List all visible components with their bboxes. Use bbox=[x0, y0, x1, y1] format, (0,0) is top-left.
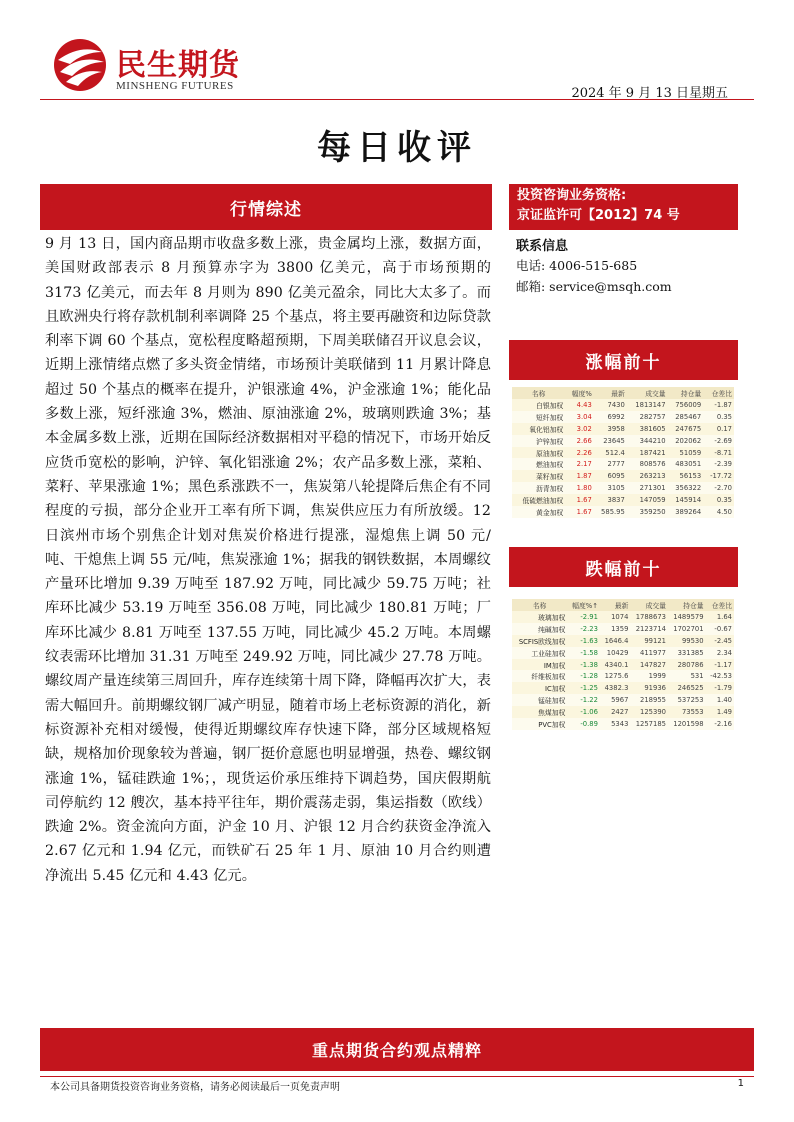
table-cell: -2.69 bbox=[703, 435, 734, 447]
table-cell: 1.87 bbox=[565, 470, 594, 482]
table-cell: 7430 bbox=[594, 399, 627, 411]
table-cell: 202062 bbox=[668, 435, 704, 447]
table-cell: -8.71 bbox=[703, 447, 734, 459]
table-cell: -2.23 bbox=[567, 623, 600, 635]
table-cell: 263213 bbox=[627, 470, 668, 482]
table-cell: -1.22 bbox=[567, 694, 600, 706]
table-cell: -2.16 bbox=[706, 718, 734, 730]
table-cell: 2427 bbox=[600, 706, 630, 718]
table-cell: -1.58 bbox=[567, 647, 600, 659]
table-row bbox=[512, 506, 734, 518]
qualification-box bbox=[509, 184, 738, 230]
table-cell: 2.26 bbox=[565, 447, 594, 459]
table-cell: -1.87 bbox=[703, 399, 734, 411]
header-divider bbox=[40, 99, 754, 100]
contract-name: 菜籽加权 bbox=[512, 470, 565, 482]
table-cell: -1.28 bbox=[567, 670, 600, 682]
contract-name: 短纤加权 bbox=[512, 411, 565, 423]
table-cell: 1813147 bbox=[627, 399, 668, 411]
table-cell: 56153 bbox=[668, 470, 704, 482]
table-cell: 5343 bbox=[600, 718, 630, 730]
table-cell: -1.25 bbox=[567, 682, 600, 694]
table-cell: 3837 bbox=[594, 494, 627, 506]
table-cell: 1275.6 bbox=[600, 670, 630, 682]
table-cell: -2.91 bbox=[567, 611, 600, 623]
table-cell: 1.64 bbox=[706, 611, 734, 623]
column-header: 仓差比 bbox=[703, 387, 734, 399]
table-cell: 99121 bbox=[630, 635, 668, 647]
contract-name: 沪锌加权 bbox=[512, 435, 565, 447]
table-row bbox=[512, 611, 734, 623]
table-cell: 125390 bbox=[630, 706, 668, 718]
table-cell: -2.45 bbox=[706, 635, 734, 647]
losers-header-row bbox=[512, 599, 734, 611]
table-cell: 381605 bbox=[627, 423, 668, 435]
minsheng-logo bbox=[50, 38, 110, 93]
table-cell: 1999 bbox=[630, 670, 668, 682]
table-cell: -1.63 bbox=[567, 635, 600, 647]
table-cell: -1.06 bbox=[567, 706, 600, 718]
table-cell: 483051 bbox=[668, 458, 704, 470]
page-title: 每日收评 bbox=[317, 128, 477, 168]
footer-divider bbox=[40, 1076, 754, 1077]
table-cell: 1646.4 bbox=[600, 635, 630, 647]
gainers-header-row bbox=[512, 387, 734, 399]
table-cell: 4340.1 bbox=[600, 659, 630, 671]
table-cell: 73553 bbox=[668, 706, 706, 718]
table-cell: 280786 bbox=[668, 659, 706, 671]
table-cell: 247675 bbox=[668, 423, 704, 435]
table-cell: 1.40 bbox=[706, 694, 734, 706]
table-cell: 1201598 bbox=[668, 718, 706, 730]
table-row bbox=[512, 682, 734, 694]
table-cell: 271301 bbox=[627, 482, 668, 494]
table-cell: 2.66 bbox=[565, 435, 594, 447]
qualification-line-1: 投资咨询业务资格: bbox=[517, 188, 627, 203]
contract-name: IC加权 bbox=[512, 682, 567, 694]
table-cell: -1.79 bbox=[706, 682, 734, 694]
table-cell: 6095 bbox=[594, 470, 627, 482]
qualification-line-2: 京证监许可【2012】74 号 bbox=[517, 208, 680, 223]
table-row bbox=[512, 706, 734, 718]
table-cell: -1.38 bbox=[567, 659, 600, 671]
table-cell: 585.95 bbox=[594, 506, 627, 518]
report-date: 2024 年 9 月 13 日星期五 bbox=[571, 86, 728, 101]
table-cell: 3.02 bbox=[565, 423, 594, 435]
column-header: 成交量 bbox=[627, 387, 668, 399]
table-cell: 0.35 bbox=[703, 494, 734, 506]
table-row bbox=[512, 470, 734, 482]
section-header-key-views: 重点期货合约观点精粹 bbox=[40, 1028, 754, 1071]
column-header: 成交量 bbox=[630, 599, 668, 611]
table-cell: 187421 bbox=[627, 447, 668, 459]
column-header: 仓差比 bbox=[706, 599, 734, 611]
column-header: 幅度% bbox=[565, 387, 594, 399]
table-cell: 10429 bbox=[600, 647, 630, 659]
table-row bbox=[512, 458, 734, 470]
table-row bbox=[512, 399, 734, 411]
table-cell: 1702701 bbox=[668, 623, 706, 635]
table-cell: 389264 bbox=[668, 506, 704, 518]
column-header: 持仓量 bbox=[668, 599, 706, 611]
gainers-header: 涨幅前十 bbox=[509, 340, 738, 380]
contract-name: 纯碱加权 bbox=[512, 623, 567, 635]
page-number: 1 bbox=[737, 1078, 744, 1089]
gainers-table-wrap bbox=[512, 387, 734, 518]
table-cell: 6992 bbox=[594, 411, 627, 423]
table-cell: -2.39 bbox=[703, 458, 734, 470]
table-row bbox=[512, 718, 734, 730]
contact-title: 联系信息 bbox=[516, 239, 569, 254]
table-row bbox=[512, 670, 734, 682]
table-row bbox=[512, 411, 734, 423]
table-cell: 1788673 bbox=[630, 611, 668, 623]
losers-header: 跌幅前十 bbox=[509, 547, 738, 587]
contract-name: 焦煤加权 bbox=[512, 706, 567, 718]
gainers-table bbox=[512, 387, 734, 518]
table-cell: 4.50 bbox=[703, 506, 734, 518]
section-header-market-summary: 行情综述 bbox=[40, 184, 492, 230]
contract-name: 黄金加权 bbox=[512, 506, 565, 518]
table-cell: 147059 bbox=[627, 494, 668, 506]
table-cell: 331385 bbox=[668, 647, 706, 659]
table-cell: 1359 bbox=[600, 623, 630, 635]
table-cell: 344210 bbox=[627, 435, 668, 447]
table-cell: -42.53 bbox=[706, 670, 734, 682]
table-cell: 218955 bbox=[630, 694, 668, 706]
table-cell: 531 bbox=[668, 670, 706, 682]
contract-name: 低硫燃油加权 bbox=[512, 494, 565, 506]
column-header: 最新 bbox=[600, 599, 630, 611]
footer-disclaimer: 本公司具备期货投资咨询业务资格，请务必阅读最后一页免责声明 bbox=[50, 1082, 340, 1093]
brand-name-cn: 民生期货 bbox=[116, 48, 240, 83]
contract-name: 玻璃加权 bbox=[512, 611, 567, 623]
table-cell: -0.67 bbox=[706, 623, 734, 635]
column-header: 最新 bbox=[594, 387, 627, 399]
table-cell: 3105 bbox=[594, 482, 627, 494]
table-cell: -0.89 bbox=[567, 718, 600, 730]
contract-name: IM加权 bbox=[512, 659, 567, 671]
column-header: 幅度%↑ bbox=[567, 599, 600, 611]
table-cell: 537253 bbox=[668, 694, 706, 706]
table-row bbox=[512, 435, 734, 447]
table-cell: 51059 bbox=[668, 447, 704, 459]
contact-email: 邮箱: service@msqh.com bbox=[516, 279, 672, 294]
contract-name: PVC加权 bbox=[512, 718, 567, 730]
table-row bbox=[512, 647, 734, 659]
table-cell: 3958 bbox=[594, 423, 627, 435]
table-cell: 4.43 bbox=[565, 399, 594, 411]
table-cell: 1489579 bbox=[668, 611, 706, 623]
table-cell: 1.67 bbox=[565, 506, 594, 518]
contact-phone: 电话: 4006-515-685 bbox=[516, 258, 638, 273]
contract-name: 纤维板加权 bbox=[512, 670, 567, 682]
column-header: 名称 bbox=[512, 387, 565, 399]
table-row bbox=[512, 694, 734, 706]
market-summary-text: 9 月 13 日，国内商品期市收盘多数上涨，贵金属均上涨，数据方面，美国财政部表示 8 月预算赤字为 3800 亿美元，高于市场预期的 3173 亿美元，而去年 8 月则为 890 亿美元盈余，同比大太多了。而且欧洲央行将存款机制利率调降 25 个基点，将主要再融资和边际贷款利率下调 60 个基点，宽松程度略超预期，下周美联储召开议息会议，近期上涨情绪点燃了多头资金情绪，市场预计美联储到 11 月累计降息超过 50 个基点的概率在提升，沪银涨逾 4%，沪金涨逾 1%；能化品多数上涨，短纤涨逾 3%，燃油、原油涨逾 2%，玻璃则跌逾 3%；基本金属多数上涨，近期在国际经济数据相对平稳的情况下，市场开始反应货币宽松的影响，沪锌、氧化铝涨逾 2%；农产品多数上涨，菜粕、菜籽、苹果涨逾 1%；黑色系涨跌不一，焦炭第八轮提降后焦企有不同程度的亏损，部分企业开工率有所下调，焦炭供应压力有所放缓。12 日滨州市场个别焦企计划对焦炭价格进行提涨，湿熄焦上调 50 元/吨、干熄焦上调 55 元/吨，焦炭涨逾 1%；据我的钢铁数据，本周螺纹产量环比增加 9.39 万吨至 187.92 万吨，同比减少 59.75 万吨；社库环比减少 53.19 万吨至 356.08 万吨，同比减少 180.81 万吨；厂库环比减少 8.81 万吨至 137.55 万吨，同比减少 45.2 万吨。本周螺纹表需环比增加 31.31 万吨至 249.92 万吨，同比减少 27.78 万吨。螺纹周产量连续第三周回升，库存连续第十周下降，降幅再次扩大，表需大幅回升。前期螺纹钢厂减产明显，随着市场上老标资源的消化，新标资源补充相对缓慢，使得近期螺纹库存快速下降，部分区域规格短缺，规格加价现象较为普遍，钢厂挺价意愿也明显增强，热卷、螺纹钢涨逾 1%，锰硅跌逾 1%；，现货运价承压维持下调趋势，国庆假期航司停航约 12 艘次，基本持平往年，期价震荡走弱，集运指数（欧线）跌逾 2%。资金流向方面，沪金 10 月、沪银 12 月合约获资金净流入 2.67 亿元和 1.94 亿元，而铁矿石 25 年 1 月、原油 10 月合约则遭净流出 5.45 亿元和 4.43 亿元。 bbox=[45, 236, 491, 884]
contract-name: 原油加权 bbox=[512, 447, 565, 459]
table-cell: 1.49 bbox=[706, 706, 734, 718]
table-cell: 99530 bbox=[668, 635, 706, 647]
table-cell: 5967 bbox=[600, 694, 630, 706]
table-row bbox=[512, 635, 734, 647]
contract-name: 沥青加权 bbox=[512, 482, 565, 494]
table-cell: 147827 bbox=[630, 659, 668, 671]
contract-name: SCFIS欧线加权 bbox=[512, 635, 567, 647]
column-header: 名称 bbox=[512, 599, 567, 611]
losers-table-wrap bbox=[512, 599, 734, 730]
table-cell: 3.04 bbox=[565, 411, 594, 423]
table-cell: 145914 bbox=[668, 494, 704, 506]
contract-name: 氧化铝加权 bbox=[512, 423, 565, 435]
table-cell: 282757 bbox=[627, 411, 668, 423]
contract-name: 工业硅加权 bbox=[512, 647, 567, 659]
table-cell: 411977 bbox=[630, 647, 668, 659]
table-cell: 23645 bbox=[594, 435, 627, 447]
table-row bbox=[512, 423, 734, 435]
table-row bbox=[512, 659, 734, 671]
table-cell: 1257185 bbox=[630, 718, 668, 730]
losers-table bbox=[512, 599, 734, 730]
table-cell: 2123714 bbox=[630, 623, 668, 635]
contract-name: 锰硅加权 bbox=[512, 694, 567, 706]
brand-name-en: MINSHENG FUTURES bbox=[116, 80, 234, 92]
table-cell: 808576 bbox=[627, 458, 668, 470]
table-cell: 1.67 bbox=[565, 494, 594, 506]
table-cell: 285467 bbox=[668, 411, 704, 423]
table-cell: -17.72 bbox=[703, 470, 734, 482]
table-cell: 0.35 bbox=[703, 411, 734, 423]
table-row bbox=[512, 623, 734, 635]
table-cell: 359250 bbox=[627, 506, 668, 518]
contract-name: 白银加权 bbox=[512, 399, 565, 411]
table-cell: 1074 bbox=[600, 611, 630, 623]
table-cell: 4382.3 bbox=[600, 682, 630, 694]
table-cell: 756009 bbox=[668, 399, 704, 411]
table-cell: -1.17 bbox=[706, 659, 734, 671]
table-row bbox=[512, 494, 734, 506]
column-header: 持仓量 bbox=[668, 387, 704, 399]
table-cell: 246525 bbox=[668, 682, 706, 694]
table-cell: 2.17 bbox=[565, 458, 594, 470]
table-cell: 512.4 bbox=[594, 447, 627, 459]
table-cell: 1.80 bbox=[565, 482, 594, 494]
table-cell: 91936 bbox=[630, 682, 668, 694]
table-cell: 356322 bbox=[668, 482, 704, 494]
table-cell: -2.70 bbox=[703, 482, 734, 494]
table-cell: 0.17 bbox=[703, 423, 734, 435]
table-row bbox=[512, 447, 734, 459]
table-cell: 2777 bbox=[594, 458, 627, 470]
table-row bbox=[512, 482, 734, 494]
table-cell: 2.34 bbox=[706, 647, 734, 659]
contract-name: 燃油加权 bbox=[512, 458, 565, 470]
